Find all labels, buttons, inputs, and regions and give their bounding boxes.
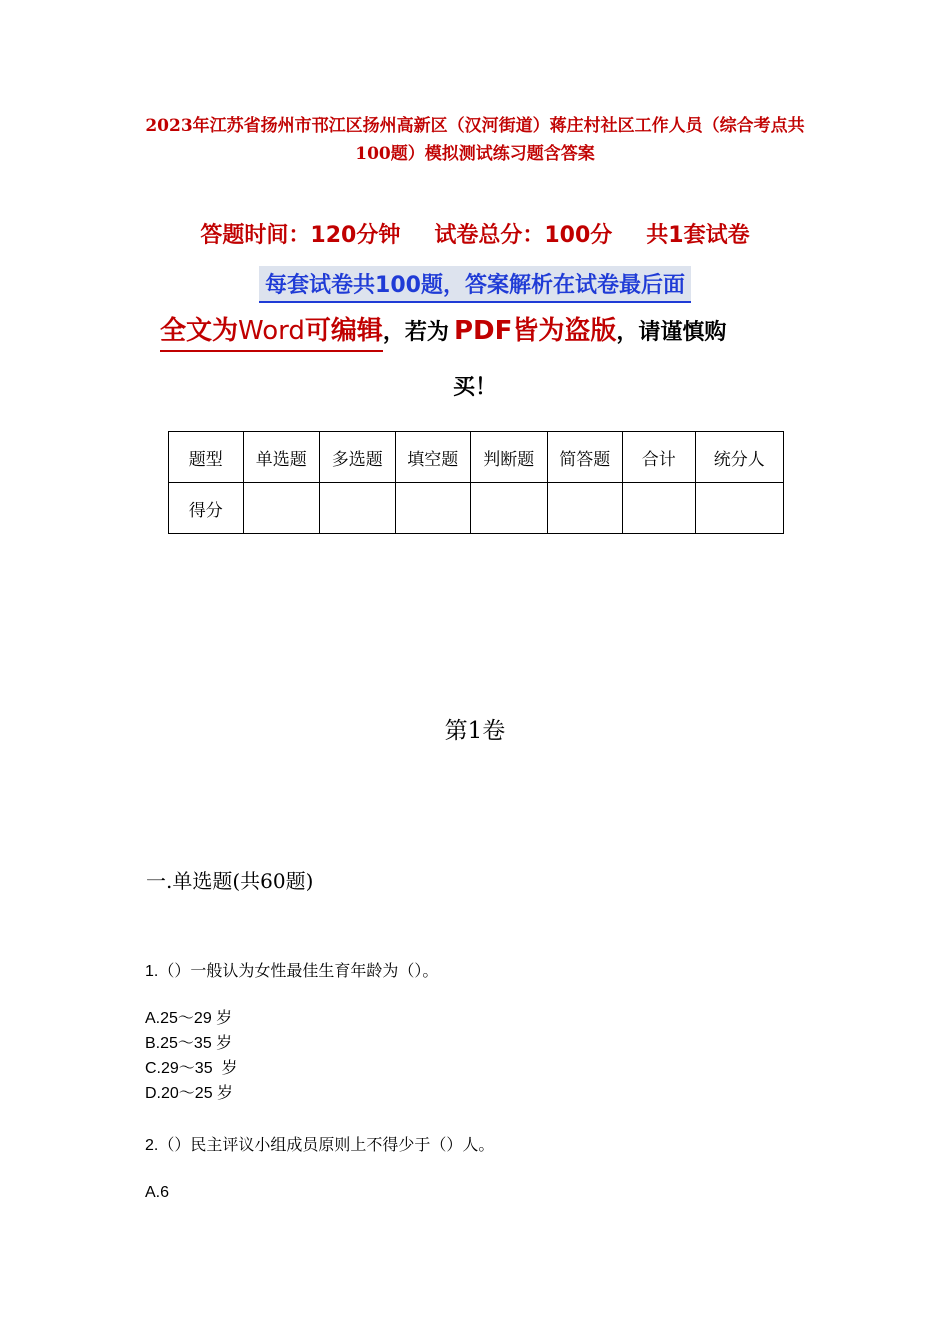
question-1-options: [145, 1006, 238, 1106]
score-cell: [547, 483, 623, 534]
score-table-header: 统分人: [695, 432, 783, 483]
warning-text-word: Word: [238, 316, 305, 346]
option: C.29～35 岁: [145, 1060, 238, 1077]
warning-text-part1: 全文为: [160, 316, 239, 346]
score-table-header: 多选题: [320, 432, 396, 483]
answer-notice-text: 每套试卷共100题，答案解析在试卷最后面: [259, 266, 691, 303]
question-2-options: [145, 1180, 169, 1205]
exam-sets: 共1套试卷: [646, 223, 750, 248]
warning-text-pdf: PDF皆为盗版: [453, 316, 617, 346]
score-table-header: 单选题: [243, 432, 320, 483]
exam-total-score: 试卷总分：100分: [434, 223, 613, 248]
question-number: 1.: [145, 963, 159, 980]
question-text: （）民主评议小组成员原则上不得少于（）人。: [158, 1135, 495, 1154]
score-cell: [320, 483, 396, 534]
question-1: [145, 958, 438, 981]
score-cell: [695, 483, 783, 534]
warning-editable: [160, 316, 383, 352]
score-cell: [471, 483, 548, 534]
piracy-warning: [160, 310, 800, 400]
option: A.6: [145, 1184, 170, 1201]
volume-title: 第1卷: [444, 718, 506, 744]
section-title: 一.单选题(共60题): [146, 869, 314, 893]
option: B.25～35 岁: [145, 1035, 233, 1052]
exam-info-line: [0, 218, 950, 249]
score-cell: [623, 483, 696, 534]
warning-text-part3: 可编辑: [304, 316, 383, 346]
document-title: 2023年江苏省扬州市邗江区扬州高新区（汉河街道）蒋庄村社区工作人员（综合考点共100题）模拟测试练习题含答案: [145, 116, 805, 164]
score-table-header: 填空题: [395, 432, 471, 483]
warning-text-part7: 买！: [452, 375, 497, 400]
option: D.20～25 岁: [145, 1085, 234, 1102]
warning-comma2: ，: [616, 320, 639, 345]
exam-time: 答题时间：120分钟: [200, 223, 401, 248]
warning-comma1: ，: [382, 320, 405, 345]
score-cell: [243, 483, 320, 534]
score-table-header-row: [169, 432, 784, 483]
option: A.25～29 岁: [145, 1010, 233, 1027]
score-row-label: 得分: [169, 483, 244, 534]
question-2: [145, 1132, 494, 1155]
score-table-header: 合计: [623, 432, 696, 483]
warning-text-part6: 请谨慎购: [638, 320, 727, 345]
score-table-header: 简答题: [547, 432, 623, 483]
score-table: [168, 431, 784, 534]
question-text: （）一般认为女性最佳生育年龄为（）。: [158, 961, 439, 980]
score-table-score-row: [169, 483, 784, 534]
score-table-header: 题型: [169, 432, 244, 483]
warning-text-part4: 若为: [404, 320, 449, 345]
answer-notice: [0, 266, 950, 303]
question-number: 2.: [145, 1137, 159, 1154]
score-cell: [395, 483, 471, 534]
score-table-header: 判断题: [471, 432, 548, 483]
